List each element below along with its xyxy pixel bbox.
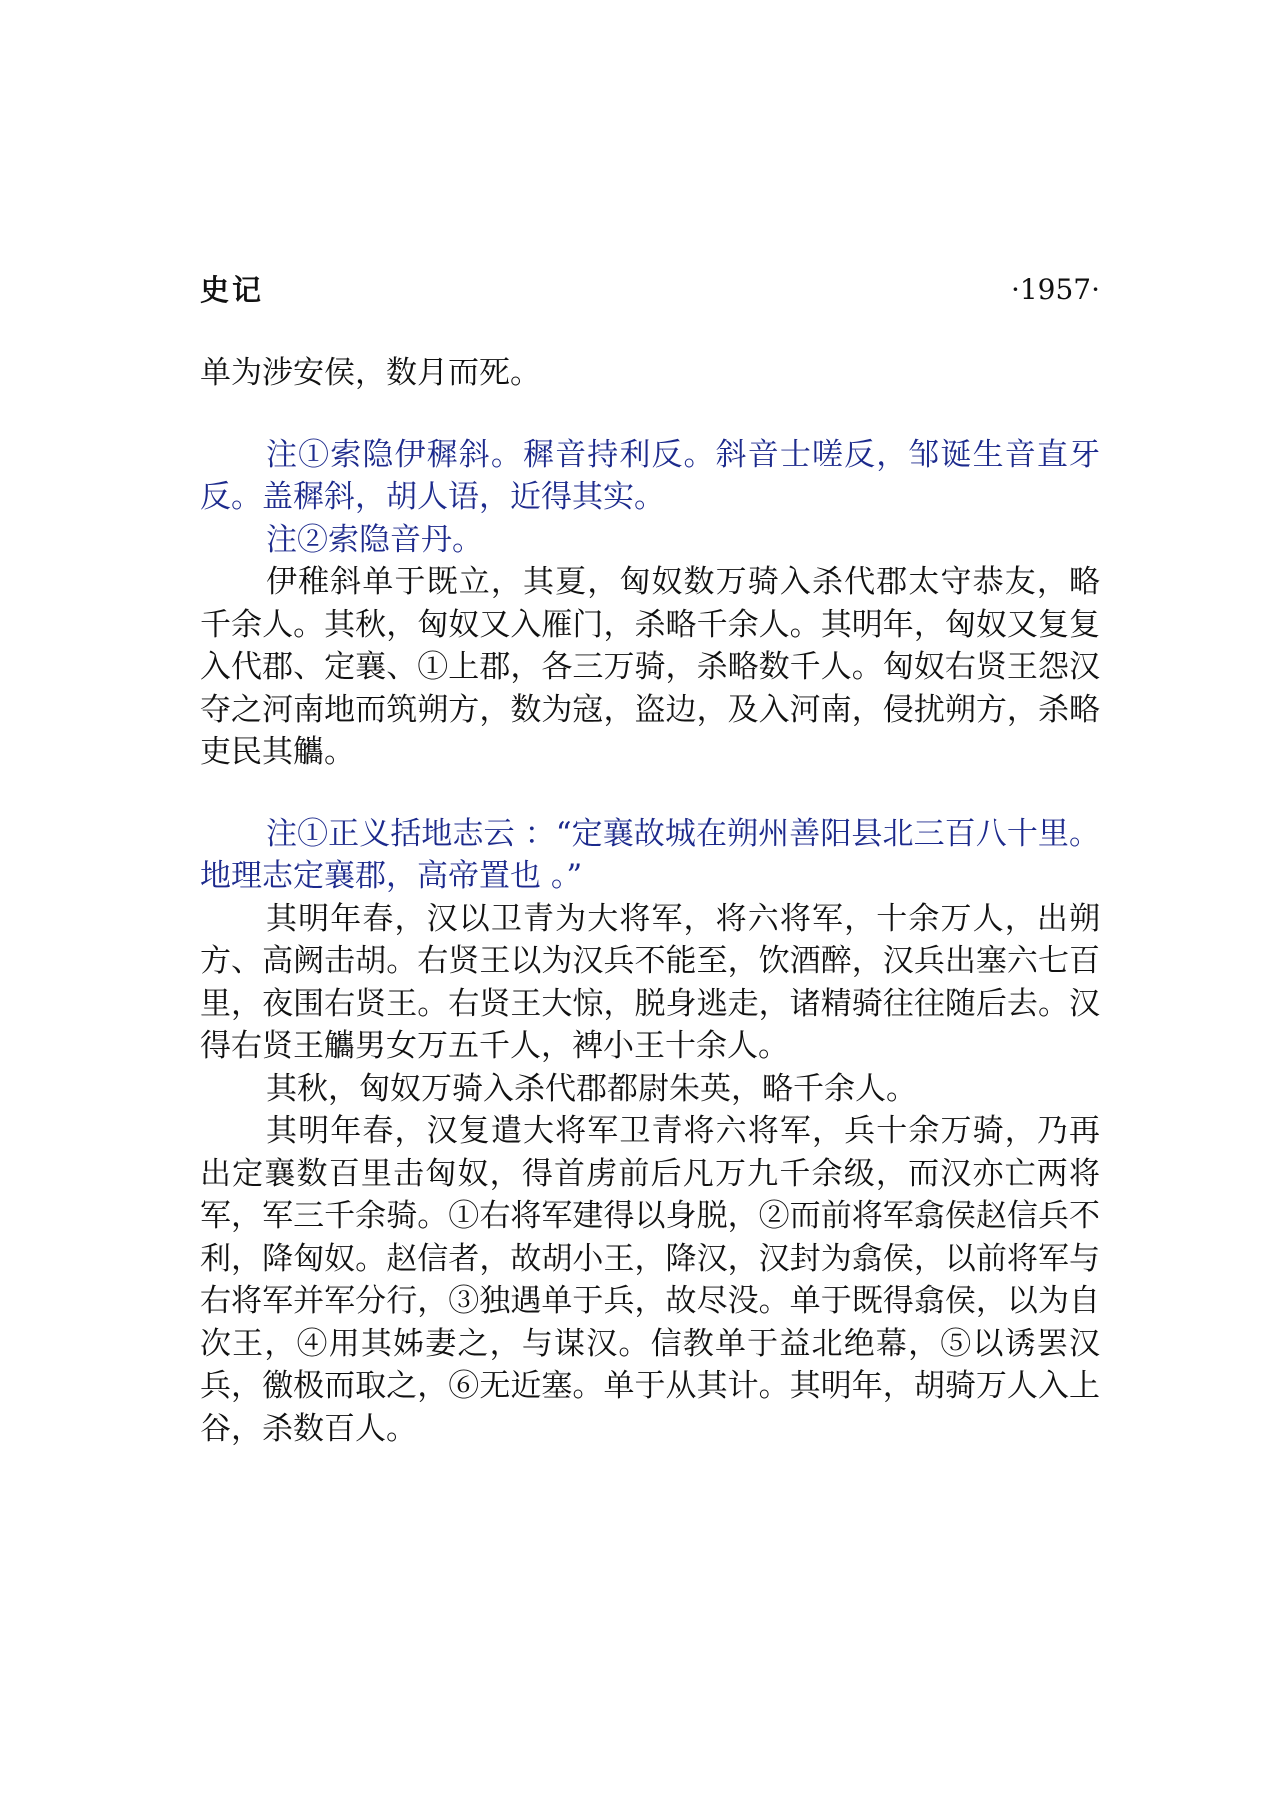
paragraph: 其明年春，汉复遣大将军卫青将六将军，兵十余万骑，乃再出定襄数百里击匈奴，得首虏前后凡万九千余级，而汉亦亡两将军，军三千余骑。①右将军建得以身脱，②而前将军翕侯赵信兵不利，降匈奴。赵信者，故胡小王，降汉，汉封为翕侯，以前将军与右将军并军分行，③独遇单于兵，故尽没。单于既得翕侯，以为自次王，④用其姊妻之，与谋汉。信教单于益北绝幕，⑤以诱罢汉兵，徼极而取之，⑥无近塞。单于从其计。其明年，胡骑万人入上谷，杀数百人。 — [200, 1113, 1100, 1447]
text-body — [200, 352, 1100, 1450]
page-header — [200, 268, 1100, 312]
spacer — [200, 774, 1100, 813]
paragraph: 伊稚斜单于既立，其夏，匈奴数万骑入杀代郡太守恭友，略千余人。其秋，匈奴又入雁门，杀略千余人。其明年，匈奴又复复入代郡、定襄、①上郡，各三万骑，杀略数千人。匈奴右贤王怨汉夺之河南地而筑朔方，数为寇，盗边，及入河南，侵扰朔方，杀略吏民其觿。 — [200, 564, 1100, 770]
page-number: ·1957· — [1010, 273, 1100, 306]
paragraph: 其秋，匈奴万骑入杀代郡都尉朱英，略千余人。 — [266, 1070, 917, 1107]
spacer — [200, 395, 1100, 434]
annotation-note: 注①正义括地志云 ：“定襄故城在朔州善阳县北三百八十里。地理志定襄郡，高帝置也 。” — [200, 815, 1100, 894]
paragraph: 其明年春，汉以卫青为大将军，将六将军，十余万人，出朔方、高阙击胡。右贤王以为汉兵不能至，饮酒醉，汉兵出塞六七百里，夜围右贤王。右贤王大惊，脱身逃走，诸精骑往往随后去。汉得右贤王觿男女万五千人，裨小王十余人。 — [200, 900, 1100, 1064]
running-title: 史记 — [200, 273, 265, 307]
paragraph: 单为涉安侯，数月而死。 — [200, 355, 541, 391]
annotation-note: 注①索隐伊穉斜。穉音持利反。斜音士嗟反，邹诞生音直牙反。盖穉斜，胡人语，近得其实。 — [200, 436, 1100, 515]
annotation-note: 注②索隐音丹。 — [266, 521, 483, 558]
